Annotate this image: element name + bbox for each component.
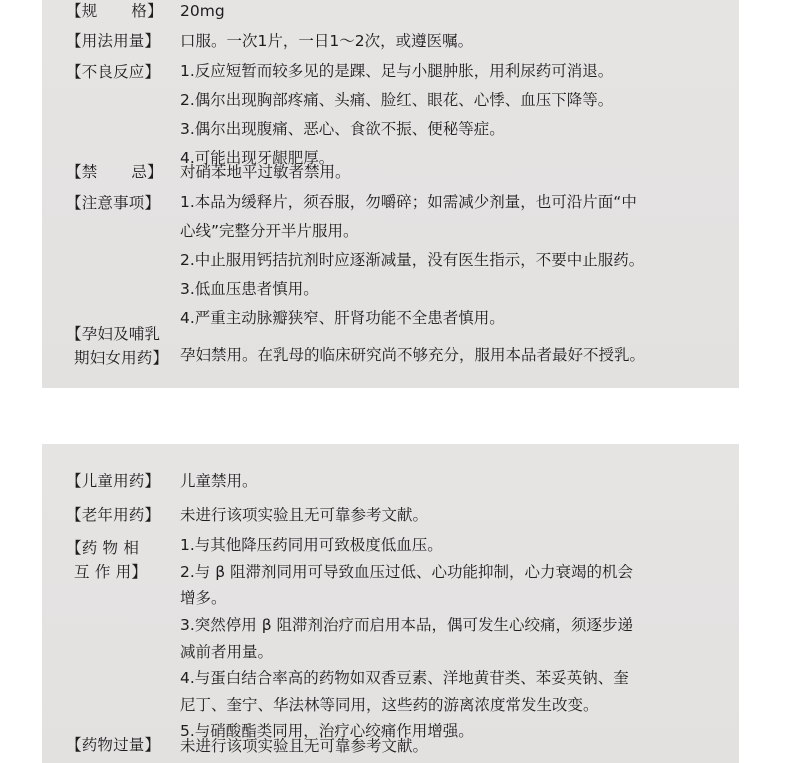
interactions-line: 尼丁、奎宁、华法林等同用，这些药的游离浓度常发生改变。	[180, 696, 599, 714]
instruction-panel-top	[42, 0, 739, 388]
precautions-line: 心线”完整分开半片服用。	[180, 222, 359, 240]
adverse-line: 3.偶尔出现腹痛、恶心、食欲不振、便秘等症。	[180, 120, 505, 138]
contraindication-value: 对硝苯地平过敏者禁用。	[180, 163, 351, 181]
children-value: 儿童禁用。	[180, 472, 258, 490]
adverse-line: 2.偶尔出现胸部疼痛、头痛、脸红、眼花、心悸、血压下降等。	[180, 91, 614, 109]
pregnancy-value: 孕妇禁用。在乳母的临床研究尚不够充分，服用本品者最好不授乳。	[180, 346, 646, 364]
interactions-content	[180, 532, 725, 745]
interactions-line: 减前者用量。	[180, 643, 274, 661]
interactions-line: 增多。	[180, 589, 227, 607]
precautions-label: 【注意事项】	[66, 194, 161, 212]
interactions-label: 【药 物 相 互 作 用】	[66, 539, 148, 581]
adverse-content	[180, 57, 725, 173]
precautions-line: 1.本品为缓释片，须吞服，勿嚼碎；如需减少剂量，也可沿片面“中	[180, 193, 637, 211]
overdose-value: 未进行该项实验且无可靠参考文献。	[180, 737, 429, 755]
adverse-line: 4.可能出现牙龈肥厚。	[180, 149, 335, 167]
adverse-label: 【不良反应】	[66, 63, 161, 81]
elderly-label: 【老年用药】	[66, 506, 161, 524]
pregnancy-label: 【孕妇及哺乳 期妇女用药】	[66, 325, 169, 367]
interactions-line: 2.与 β 阻滞剂同用可导致血压过低、心功能抑制，心力衰竭的机会	[180, 563, 634, 581]
interactions-line: 4.与蛋白结合率高的药物如双香豆素、洋地黄苷类、苯妥英钠、奎	[180, 669, 629, 687]
contraindication-label: 【禁 忌】	[66, 163, 163, 181]
usage-value: 口服。一次1片，一日1～2次，或遵医嘱。	[180, 32, 474, 50]
elderly-value: 未进行该项实验且无可靠参考文献。	[180, 506, 429, 524]
precautions-line: 3.低血压患者慎用。	[180, 280, 319, 298]
adverse-line: 1.反应短暂而较多见的是踝、足与小腿肿胀，用利尿药可消退。	[180, 62, 614, 80]
interactions-line: 5.与硝酸酯类同用，治疗心绞痛作用增强。	[180, 722, 474, 740]
interactions-line: 1.与其他降压药同用可致极度低血压。	[180, 536, 443, 554]
spec-value: 20mg	[180, 2, 225, 20]
usage-label: 【用法用量】	[66, 32, 161, 50]
children-label: 【儿童用药】	[66, 472, 161, 490]
precautions-content	[180, 188, 725, 333]
interactions-line: 3.突然停用 β 阻滞剂治疗而启用本品，偶可发生心绞痛，须逐步递	[180, 616, 634, 634]
precautions-line: 4.严重主动脉瓣狭窄、肝肾功能不全患者慎用。	[180, 309, 505, 327]
spec-label: 【规 格】	[66, 2, 163, 20]
precautions-line: 2.中止服用钙拮抗剂时应逐渐减量，没有医生指示，不要中止服药。	[180, 251, 645, 269]
overdose-label: 【药物过量】	[66, 736, 161, 754]
instruction-panel-bottom	[42, 444, 739, 763]
